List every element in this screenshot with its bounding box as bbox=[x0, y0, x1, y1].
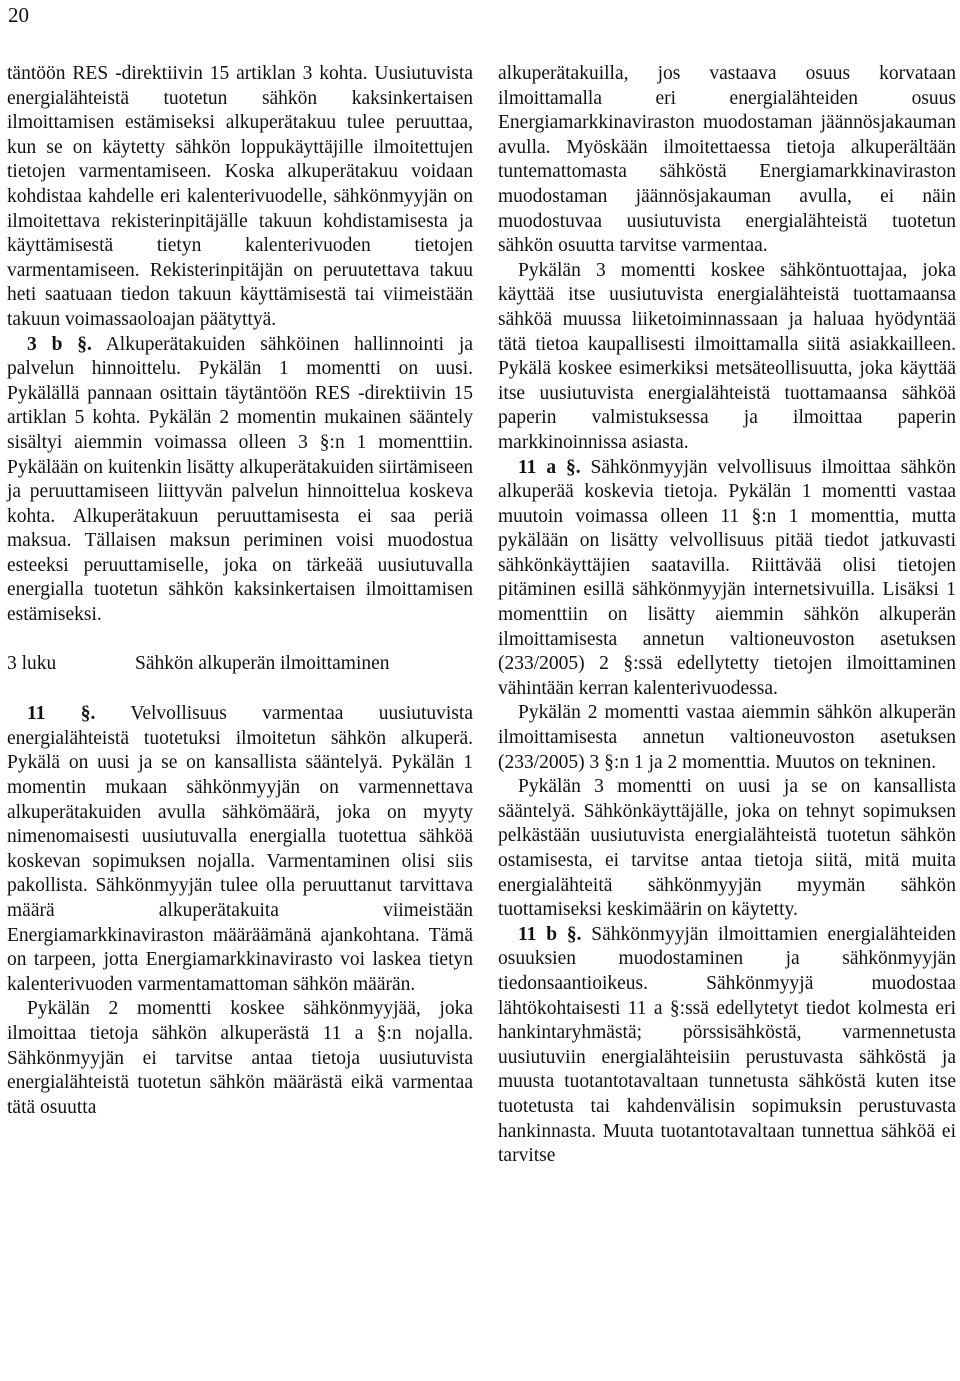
section-heading: 11 a §. bbox=[518, 456, 581, 478]
paragraph: Pykälän 2 momentti vastaa aiemmin sähkön alkuperän ilmoittamisesta annetun valtioneuvoston asetuksen (233/2005) 3 §:n 1 ja 2 momenttia. Muutos on tekninen. bbox=[498, 702, 956, 773]
right-column bbox=[498, 62, 956, 1169]
chapter-title: Sähkön alkuperän ilmoittaminen bbox=[135, 652, 390, 674]
section-paragraph-11 bbox=[7, 702, 473, 997]
paragraph-text: Velvollisuus varmentaa uusiutuvista energialähteistä tuotetuksi ilmoitetun sähkön alkuperä. Pykälä on uusi ja se on kansallista sääntelyä. Pykälän 1 momentin mukaan sähkönmyyjän on varmennettava alkuperätakuiden avulla sähkömäärä, joka on myyty nimenomaisesti uusiutuvalla energialla tuotettua sähköä koskevan sopimuksen nojalla. Varmentaminen olisi siis pakollista. Sähkönmyyjän tulee olla peruuttanut tarvittava määrä alkuperätakuita viimeistään Energiamarkkinaviraston määräämänä ajankohtana. Tämä on tarpeen, jotta Energiamarkkinavirasto voi laskea tietyn kalenterivuoden varmentamattoman sähkön määrän. bbox=[7, 703, 473, 995]
chapter-heading bbox=[7, 652, 473, 677]
paragraph-text: Sähkönmyyjän velvollisuus ilmoittaa sähkön alkuperää koskevia tietoja. Pykälän 1 momentti vastaa muutoin voimassa olleen 11 §:n 1 momenttia, mutta pykälään on lisätty velvollisuus pitää tiedot jatkuvasti sähkönkäyttäjien saatavilla. Riittävää olisi tietojen pitäminen esillä sähkönmyyjän internetsivuilla. Lisäksi 1 momenttiin on lisätty aiemmin sähkön alkuperän ilmoittamisesta annetun valtioneuvoston asetuksen (233/2005) 2 §:ssä edellytetty tietojen ilmoittaminen vähintään kerran kalenterivuodessa. bbox=[498, 456, 956, 699]
section-paragraph-11b bbox=[498, 923, 956, 1169]
paragraph: täntöön RES -direktiivin 15 artiklan 3 kohta. Uusiutuvista energialähteistä tuotetun sähkön kaksinkertaisen ilmoittamisen estämiseksi alkuperätakuu tulee peruuttaa, kun se on käytetty sähkön loppukäyttäjille ilmoitettujen tietojen varmentamiseen. Koska alkuperätakuu voidaan kohdistaa kahdelle eri kalenterivuodelle, sähkönmyyjän on ilmoitettava rekisterinpitäjälle takuun kohdistamisesta ja käyttämisestä tietyn kalenterivuoden tietojen varmentamiseen. Rekisterinpitäjän on peruutettava takuu heti saatuaan tiedon takuun käyttämisestä tai viimeistään takuun voimassaoloajan päätyttyä. bbox=[7, 63, 473, 330]
paragraph: Pykälän 2 momentti koskee sähkönmyyjää, joka ilmoittaa tietoja sähkön alkuperästä 11 a §:n nojalla. Sähkönmyyjän ei tarvitse antaa tietoja uusiutuvista energialähteistä tuotetun sähkön määrästä eikä varmentaa tätä osuutta bbox=[7, 998, 473, 1118]
paragraph: alkuperätakuilla, jos vastaava osuus korvataan ilmoittamalla eri energialähteiden osuus Energiamarkkinaviraston muodostaman jäännösjakauman avulla. Myöskään ilmoitettaessa tietoja alkuperältään tuntemattomasta sähköstä Energiamarkkinaviraston muodostaman jäännösjakauman avulla, ei näin muodostuvaa uusiutuvista energialähteistä tuotetun sähkön osuutta tarvitse varmentaa. bbox=[498, 63, 956, 257]
section-paragraph-3b bbox=[7, 333, 473, 628]
chapter-number: 3 luku bbox=[7, 652, 57, 674]
left-column bbox=[7, 62, 473, 1120]
section-heading: 11 b §. bbox=[518, 923, 582, 945]
paragraph-text: Alkuperätakuiden sähköinen hallinnointi ja palvelun hinnoittelu. Pykälän 1 momentti on uusi. Pykälällä pannaan osittain täytäntöön RES -direktiivin 15 artiklan 5 kohta. Pykälän 2 momentin mukainen sääntely sisältyi aiemmin voimassa olleen 3 §:n 1 momenttiin. Pykälään on kuitenkin lisätty alkuperätakuiden siirtämiseen ja peruuttamiseen liittyvän palvelun hinnoittelua koskeva kohta. Alkuperätakuun peruuttamisesta ei saa periä maksua. Tällaisen maksun periminen voisi muodostua esteeksi peruuttamiselle, joka on tärkeää uusiutuvalla energialla tuotetun sähkön kaksinkertaisen ilmoittamisen estämiseksi. bbox=[7, 333, 473, 626]
section-heading: 3 b §. bbox=[27, 333, 92, 355]
page-number: 20 bbox=[8, 3, 29, 27]
section-paragraph-11a bbox=[498, 456, 956, 702]
section-heading: 11 §. bbox=[27, 703, 96, 725]
paragraph-text: Sähkönmyyjän ilmoittamien energialähteiden osuuksien muodostaminen ja sähkönmyyjän tiedonsaantioikeus. Sähkönmyyjä muodostaa lähtökohtaisesti 11 a §:ssä edellytetyt tiedot kolmesta eri hankintaryhmästä; pörssisähköstä, varmennetusta uusiutuviin energialähteisiin perustuvasta sähköstä ja muusta tuotantotavaltaan tunnetusta sähköstä kuten itse tuotetusta tai kahdenvälisin sopimuksin perustuvasta hankinnasta. Muuta tuotantotavaltaan tunnettua sähköä ei tarvitse bbox=[498, 923, 956, 1167]
paragraph: Pykälän 3 momentti on uusi ja se on kansallista sääntelyä. Sähkönkäyttäjälle, joka on tehnyt sopimuksen pelkästään uusiutuvista energialähteistä tuotetun sähkön ostamisesta, ei tarvitse antaa tietoja siitä, mitä muita energialähteitä sähkönmyyjän myymän sähkön tuottamiseksi keskimäärin on käytetty. bbox=[498, 776, 956, 921]
paragraph: Pykälän 3 momentti koskee sähköntuottajaa, joka käyttää itse uusiutuvista energialähteistä tuottamaansa sähköä muussa liiketoiminnassaan ja haluaa hyödyntää tätä tietoa kaupallisesti ilmoittamalla siitä asiakkailleen. Pykälä koskee esimerkiksi metsäteollisuutta, joka käyttää itse uusiutuvista energialähteistä tuottamaansa sähköä paperin valmistuksessa ja ilmoittaa paperin markkinoinnissa asiasta. bbox=[498, 259, 956, 453]
